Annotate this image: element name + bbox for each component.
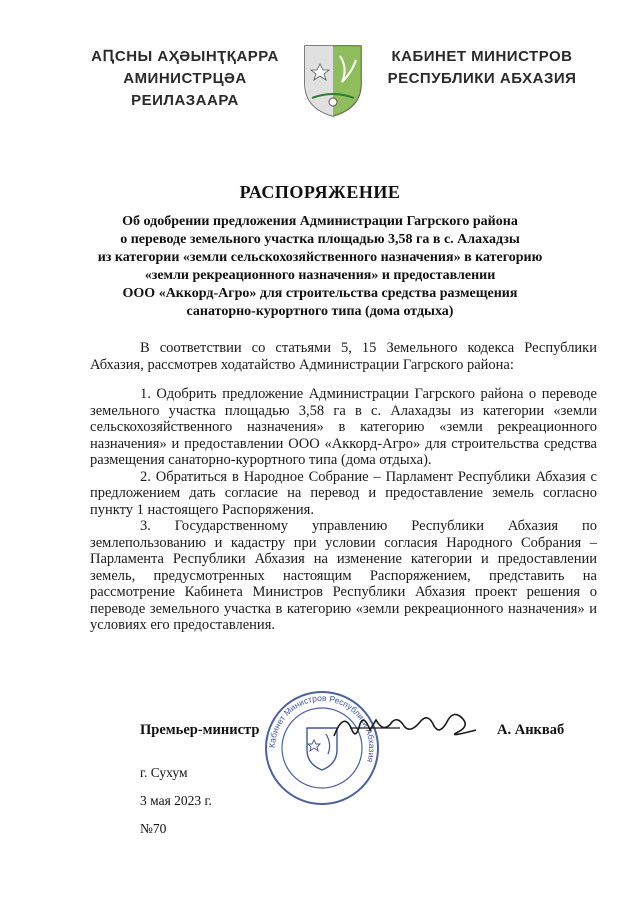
document-title: РАСПОРЯЖЕНИЕ bbox=[239, 182, 401, 202]
issue-date: 3 мая 2023 г. bbox=[140, 793, 212, 808]
subject-line: из категории «земли сельскохозяйственного назначения» в категорию bbox=[97, 250, 543, 265]
abkhazia-coat-of-arms-icon bbox=[302, 42, 364, 118]
document-subject bbox=[90, 213, 550, 321]
subject-line: Об одобрении предложения Администрации Гагрского района bbox=[122, 214, 518, 229]
subject-line: санаторно-курортного типа (дома отдыха) bbox=[186, 304, 454, 319]
header-abkhaz-title bbox=[70, 46, 300, 112]
issue-city: г. Сухум bbox=[140, 765, 188, 780]
header-russian-title bbox=[372, 46, 592, 90]
document-body bbox=[90, 340, 597, 634]
signatory-position: Премьер-министр bbox=[140, 722, 260, 738]
stamp-text: Кабинет Министров Республики Абхазия bbox=[266, 692, 378, 764]
subject-line: «земли рекреационного назначения» и предоставлении bbox=[144, 268, 496, 283]
header-russian-line1: КАБИНЕТ МИНИСТРОВ bbox=[391, 48, 573, 65]
subject-line: о переводе земельного участка площадью 3,58 га в с. Алахадзы bbox=[120, 232, 520, 247]
clause-3: 3. Государственному управлению Республики Абхазия по землепользованию и кадастру при условии согласия Народного Собрания – Парламента Республики Абхазия на изменение категории и предоставлении земель, предусмотренных настоящим Распоряжением, представить на рассмотрение Кабинета Министров Республики Абхазия проект решения о переводе земельного участка в категорию «земли рекреационного назначения» и условиях его предоставления. bbox=[90, 518, 597, 633]
preamble-paragraph: В соответствии со статьями 5, 15 Земельного кодекса Республики Абхазия, рассмотрев ходатайство Администрации Гагрского района: bbox=[90, 340, 597, 373]
signatory-name: А. Анкваб bbox=[497, 722, 565, 738]
clause-1: 1. Одобрить предложение Администрации Гагрского района о переводе земельного участка площадью 3,58 га в с. Алахадзы из категории «земли сельскохозяйственного назначения» в категорию «земли рекреационного назначения» и предоставлении ООО «Аккорд-Агро» для строительства средства размещения санаторно-курортного типа (дома отдыха). bbox=[90, 386, 597, 468]
subject-line: ООО «Аккорд-Агро» для строительства средства размещения bbox=[122, 286, 518, 301]
header-russian-line2: РЕСПУБЛИКИ АБХАЗИЯ bbox=[387, 70, 577, 87]
document-number: №70 bbox=[140, 821, 167, 836]
header-abkhaz-line2: АМИНИСТРЦӘА РЕИЛАЗААРА bbox=[123, 70, 247, 109]
header-abkhaz-line1: АԤСНЫ АҲӘЫНҬҚАРРА bbox=[91, 48, 279, 65]
clause-2: 2. Обратиться в Народное Собрание – Парламент Республики Абхазия с предложением дать согласие на перевод и предоставление земель согласно пункту 1 настоящего Распоряжения. bbox=[90, 468, 597, 518]
handwritten-signature-icon bbox=[330, 700, 480, 750]
